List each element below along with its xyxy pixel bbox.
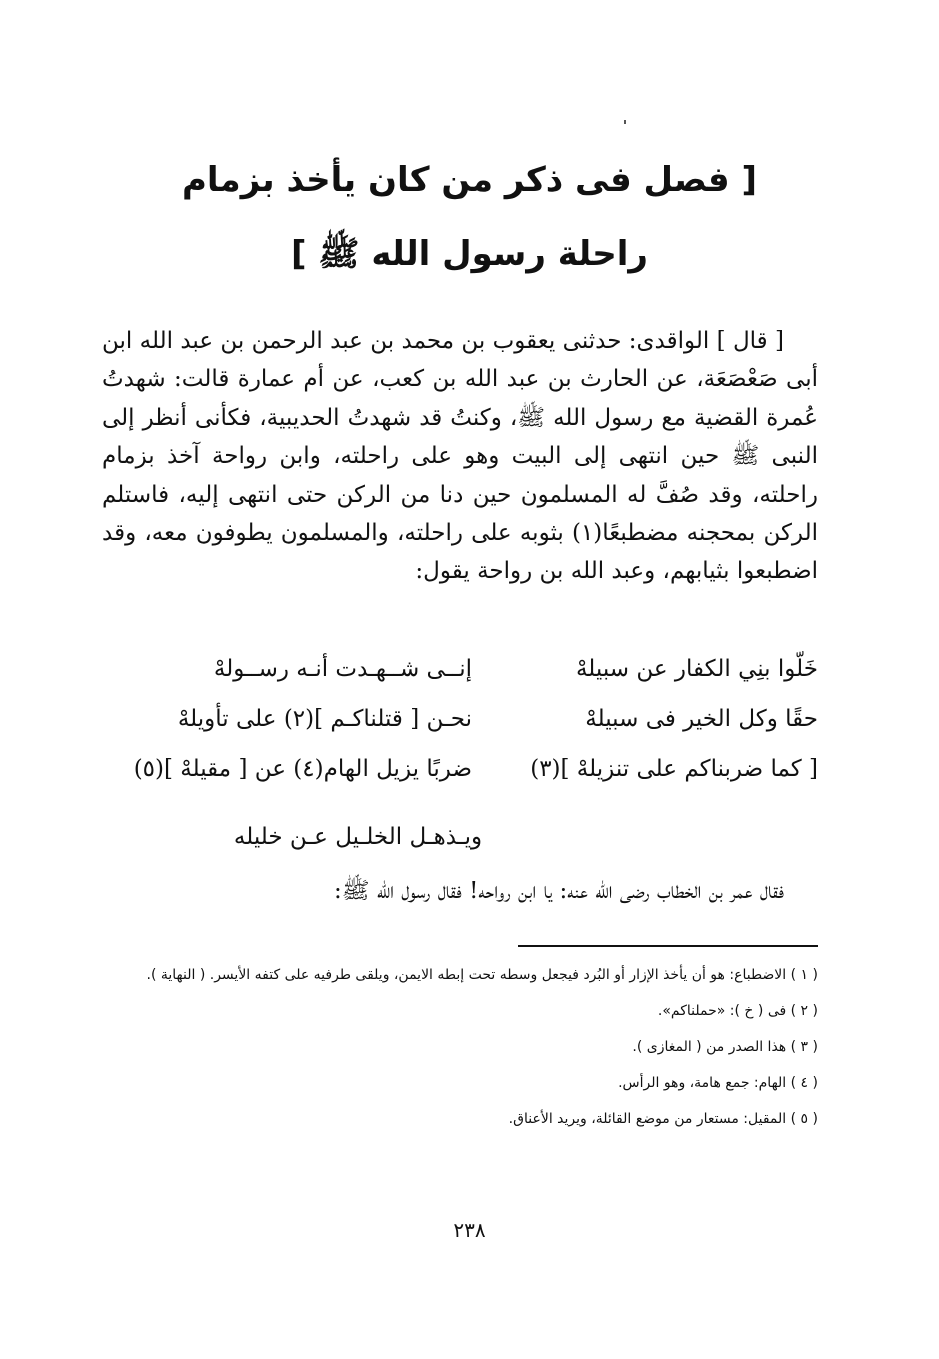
chapter-title-line-1: [ فصل فى ذكر من كان يأخذ بزمام [181, 160, 758, 200]
footnote: ( ٤ ) الهام: جمع هامة، وهو الرأس. [618, 1075, 818, 1091]
verse-row [102, 750, 818, 800]
verse-second-hemistich: نحـن [ قتلناكـم ](٢) على تأويلهْ [177, 706, 472, 732]
verse-first-hemistich: خَلّوا بنِي الكفار عن سبيلهْ [575, 656, 818, 682]
verse-second-hemistich: ضربًا يزيل الهام(٤) عن [ مقيلهْ ](٥) [133, 756, 472, 782]
body-paragraph-block [102, 322, 818, 591]
footnotes [102, 960, 818, 1140]
verse-first-hemistich: [ كما ضربناكم على تنزيلهْ ](٣) [530, 756, 818, 782]
verse-first-hemistich: حقًا وكل الخير فى سبيلهْ [585, 706, 818, 732]
verse-row [102, 650, 818, 700]
footnote: ( ٥ ) المقيل: مستعار من موضع القائلة، ويريد الأعناق. [508, 1111, 818, 1127]
body-paragraph: [ قال ] الواقدى: حدثنى يعقوب بن محمد بن عبد الرحمن بن عبد الله ابن أبى صَعْصَعَة، عن الحارث بن عبد الله بن كعب، عن أم عمارة قالت: شهدتُ عُمرة القضية مع رسول الله ﷺ، وكنتُ قد شهدتُ الحديبية، فكأنى أنظر إلى النبى ﷺ حين انتهى إلى البيت وهو على راحلته، وابن رواحة آخذ بزمام راحلته، وقد صُفَّ له المسلمون حين دنا من الركن حتى انتهى إليه، فاستلم الركن بمحجنه مضطبعًا(١) بثوبه على راحلته، والمسلمون يطوفون معه، وقد اضطبعوا بثيابهم، وعبد الله بن رواحة يقول: [102, 328, 819, 585]
scan-speck [624, 120, 626, 124]
chapter-title-line-2: راحلة رسول الله ﷺ ] [291, 234, 648, 274]
footnote: ( ٣ ) هذا الصدر من ( المغازى ). [632, 1039, 818, 1055]
footnote-separator [518, 945, 818, 947]
footnote: ( ١ ) الاضطباع: هو أن يأخذ الإزار أو البُرد فيجعل وسطه تحت إبطه الايمن، ويلقى طرفيه على كتفه الأيسر. ( النهاية ). [146, 967, 818, 983]
page-number: ٢٣٨ [453, 1218, 486, 1242]
verse-row [102, 700, 818, 750]
footnote: ( ٢ ) فى ( خ ): «حملناكم». [657, 1003, 818, 1019]
closing-line: فقال عمر بن الخطاب رضى الله عنه: يا ابن رواحه! فقال رسول الله ﷺ: [333, 878, 784, 904]
verse-second-hemistich: إنــى شــهـدت أنـه رســولهْ [213, 656, 472, 682]
poem [102, 650, 818, 800]
verse-single-line: ويـذهـل الخلـيل عـن خليله [233, 824, 483, 850]
